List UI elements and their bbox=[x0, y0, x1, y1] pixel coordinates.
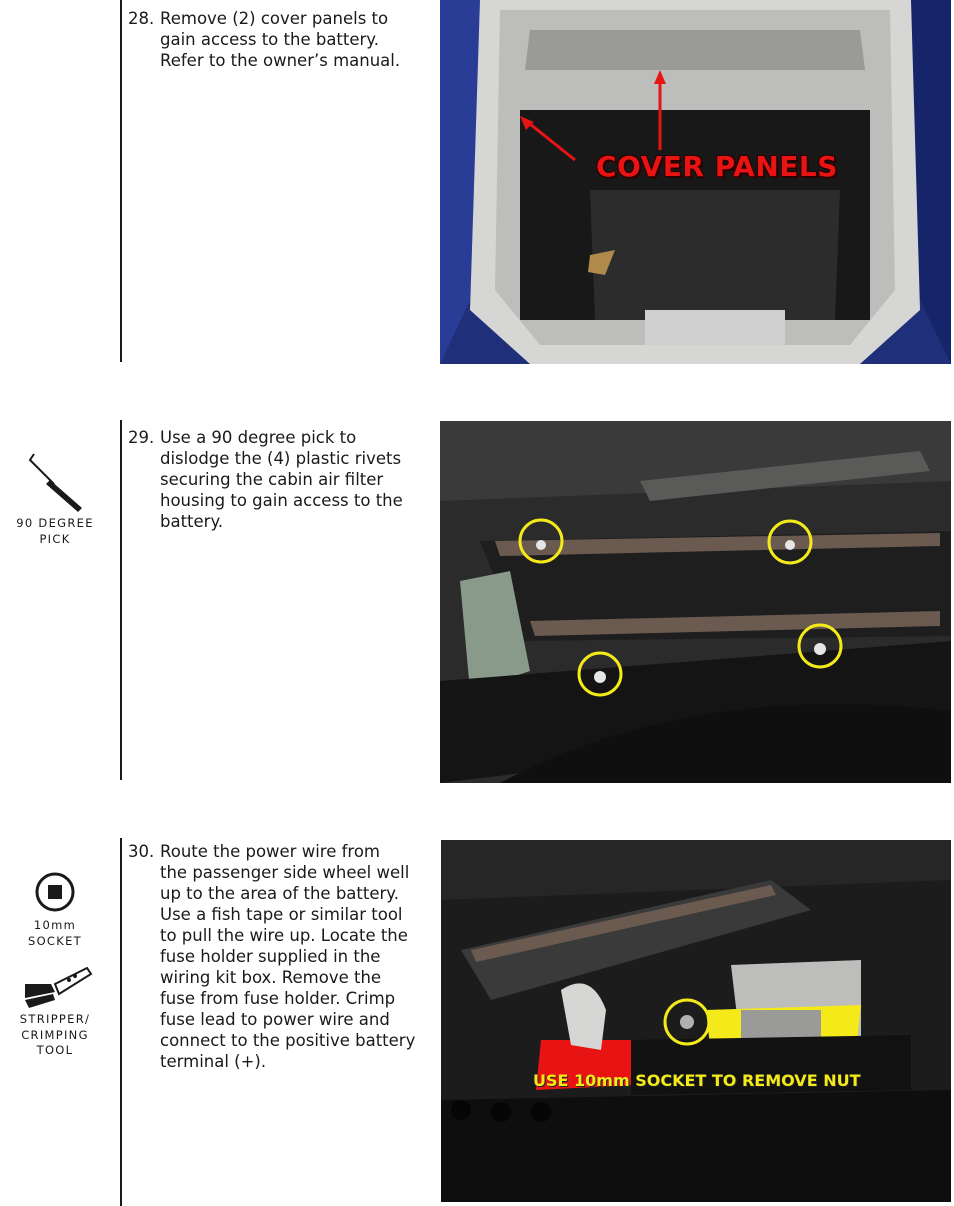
tool-label: 90 DEGREE bbox=[16, 516, 94, 530]
battery-photo bbox=[441, 840, 951, 1202]
step-number: 30. bbox=[128, 842, 155, 861]
step-line: fuse holder supplied in the bbox=[160, 947, 381, 966]
step-line: terminal (+). bbox=[160, 1052, 267, 1071]
step-line: Route the power wire from bbox=[160, 842, 381, 861]
step-line: to pull the wire up. Locate the bbox=[160, 926, 408, 945]
step-29-divider bbox=[120, 420, 122, 780]
step-30-text bbox=[128, 841, 428, 1072]
tool-stripper-crimping bbox=[10, 962, 100, 1059]
step-line: housing to gain access to the bbox=[160, 491, 403, 510]
step-line: gain access to the battery. bbox=[160, 30, 379, 49]
step-line: fuse lead to power wire and bbox=[160, 1010, 390, 1029]
cover-panels-label: COVER PANELS bbox=[596, 150, 838, 183]
step-line: Use a fish tape or similar tool bbox=[160, 905, 403, 924]
step-line: securing the cabin air filter bbox=[160, 470, 384, 489]
step-line: connect to the positive battery bbox=[160, 1031, 416, 1050]
cabin-filter-photo bbox=[440, 421, 951, 783]
step-number: 29. bbox=[128, 428, 155, 447]
tool-90-degree-pick bbox=[10, 450, 100, 547]
crimper-icon bbox=[15, 962, 95, 1012]
step-number: 28. bbox=[128, 9, 155, 28]
tool-label: STRIPPER/ bbox=[19, 1012, 91, 1026]
pick-icon bbox=[20, 450, 90, 516]
tool-label: TOOL bbox=[36, 1043, 74, 1057]
tool-10mm-socket bbox=[10, 870, 100, 949]
socket-instruction-label: USE 10mm SOCKET TO REMOVE NUT bbox=[533, 1071, 861, 1090]
step-28-text bbox=[128, 8, 428, 71]
frunk-photo bbox=[440, 0, 951, 364]
step-line: dislodge the (4) plastic rivets bbox=[160, 449, 402, 468]
step-line: battery. bbox=[160, 512, 224, 531]
step-28-divider bbox=[120, 0, 122, 362]
tool-label: PICK bbox=[39, 531, 71, 546]
socket-icon bbox=[33, 870, 77, 914]
step-29-text bbox=[128, 427, 428, 532]
tool-label: CRIMPING bbox=[21, 1027, 89, 1042]
step-line: Use a 90 degree pick to bbox=[160, 428, 357, 447]
step-line: Remove (2) cover panels to bbox=[160, 9, 389, 28]
step-line: up to the area of the battery. bbox=[160, 884, 399, 903]
step-line: the passenger side wheel well bbox=[160, 863, 410, 882]
step-line: fuse from fuse holder. Crimp bbox=[160, 989, 396, 1008]
step-30-divider bbox=[120, 838, 122, 1206]
step-line: wiring kit box. Remove the bbox=[160, 968, 382, 987]
tool-label: SOCKET bbox=[27, 933, 82, 948]
step-line: Refer to the owner’s manual. bbox=[160, 51, 401, 70]
tool-label: 10mm bbox=[33, 918, 77, 932]
